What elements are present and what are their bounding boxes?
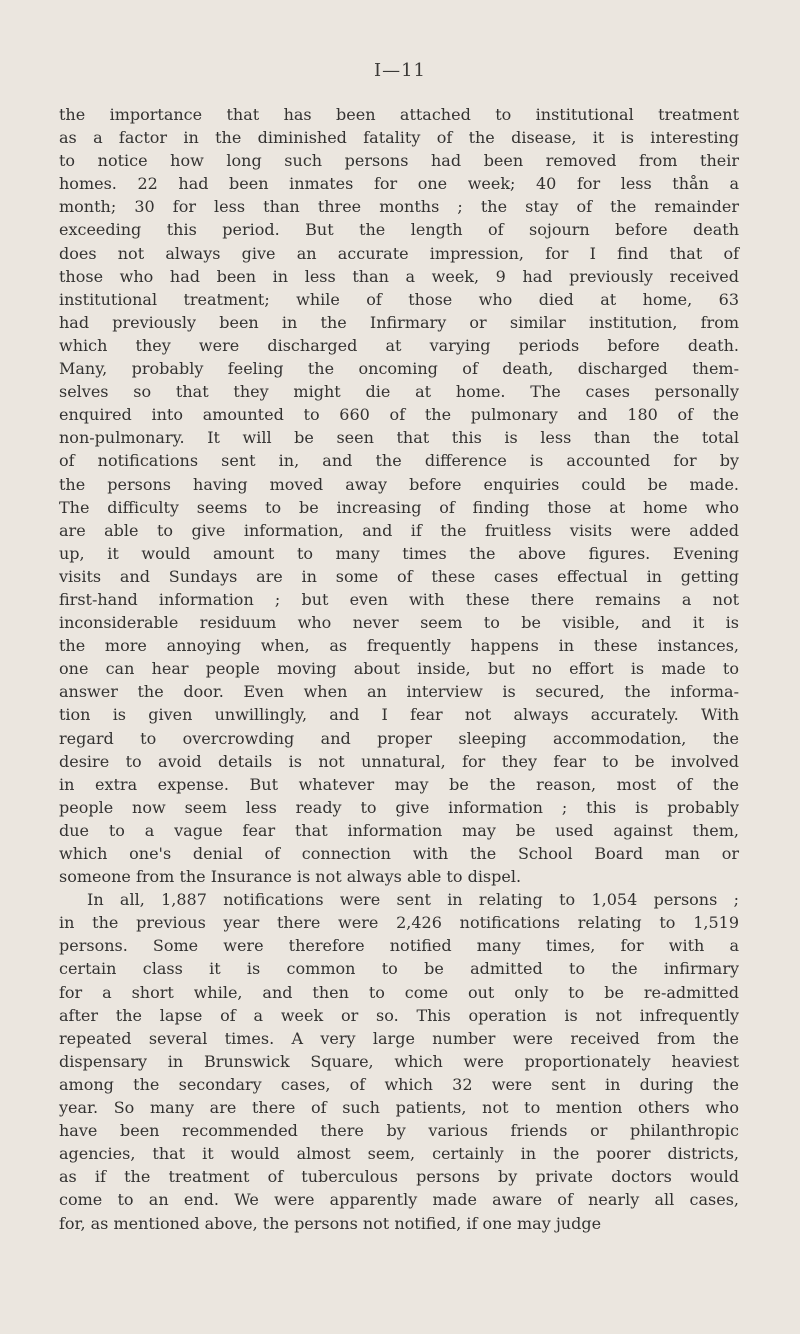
text-line: due to a vague fear that information may be used against them, bbox=[59, 820, 739, 840]
text-line: as if the treatment of tuberculous persons by private doctors would bbox=[59, 1167, 739, 1187]
text-line: come to an end. We were apparently made aware of nearly all cases, bbox=[59, 1190, 739, 1210]
text-line: the importance that has been attached to institutional treatment bbox=[59, 105, 739, 124]
body-text bbox=[59, 103, 739, 1235]
text-line: which one's denial of connection with the School Board man or bbox=[59, 844, 739, 863]
text-line: The difficulty seems to be increasing of finding those at home who bbox=[59, 497, 739, 517]
text-line: non-pulmonary. It will be seen that this is less than the total bbox=[59, 428, 739, 448]
paragraph bbox=[59, 103, 739, 888]
text-line: for a short while, and then to come out only to be re-admitted bbox=[59, 982, 739, 1002]
text-line: dispensary in Brunswick Square, which were proportionately heaviest bbox=[59, 1051, 739, 1071]
text-line: to notice how long such persons had been removed from their bbox=[59, 151, 739, 171]
text-line: In all, 1,887 notifications were sent in relating to 1,054 persons ; bbox=[87, 890, 739, 910]
text-line: does not always give an accurate impression, for I find that of bbox=[59, 243, 739, 263]
text-line: after the lapse of a week or so. This operation is not infrequently bbox=[59, 1005, 739, 1025]
page-number: I—11 bbox=[373, 60, 426, 81]
text-line: Many, probably feeling the oncoming of death, discharged them- bbox=[59, 359, 739, 379]
text-line: inconsiderable residuum who never seem to be visible, and it is bbox=[59, 613, 739, 633]
text-line: desire to avoid details is not unnatural, for they fear to be involved bbox=[59, 751, 739, 771]
text-line: certain class it is common to be admitted to the infirmary bbox=[59, 959, 739, 979]
text-line: agencies, that it would almost seem, certainly in the poorer districts, bbox=[59, 1144, 739, 1164]
text-line: for, as mentioned above, the persons not notified, if one may judge bbox=[59, 1213, 602, 1233]
text-line: someone from the Insurance is not always able to dispel. bbox=[59, 867, 522, 887]
text-line: of notifications sent in, and the difference is accounted for by bbox=[59, 451, 739, 471]
text-line: the persons having moved away before enquiries could be made. bbox=[59, 474, 739, 494]
text-line: have been recommended there by various friends or philanthropic bbox=[59, 1121, 739, 1141]
text-line: selves so that they might die at home. The cases personally bbox=[59, 382, 739, 402]
text-line: exceeding this period. But the length of sojourn before death bbox=[59, 220, 739, 240]
text-line: enquired into amounted to 660 of the pulmonary and 180 of the bbox=[59, 405, 739, 425]
text-line: up, it would amount to many times the above figures. Evening bbox=[59, 543, 739, 563]
text-line: are able to give information, and if the fruitless visits were added bbox=[59, 520, 739, 540]
paragraph bbox=[59, 888, 739, 1234]
text-line: month; 30 for less than three months ; the stay of the remainder bbox=[59, 197, 739, 217]
text-line: as a factor in the diminished fatality of the disease, it is interesting bbox=[59, 128, 739, 148]
text-line: the more annoying when, as frequently happens in these instances, bbox=[59, 636, 739, 656]
text-line: tion is given unwillingly, and I fear not always accurately. With bbox=[59, 705, 739, 725]
text-line: visits and Sundays are in some of these cases effectual in getting bbox=[59, 566, 739, 586]
text-line: which they were discharged at varying periods before death. bbox=[59, 335, 739, 355]
text-line: in the previous year there were 2,426 notifications relating to 1,519 bbox=[59, 913, 739, 933]
text-line: among the secondary cases, of which 32 were sent in during the bbox=[59, 1074, 739, 1094]
text-line: repeated several times. A very large number were received from the bbox=[59, 1028, 739, 1048]
text-line: those who had been in less than a week, 9 had previously received bbox=[59, 266, 739, 286]
text-line: had previously been in the Infirmary or similar institution, from bbox=[59, 312, 739, 332]
text-line: people now seem less ready to give information ; this is probably bbox=[59, 797, 739, 817]
text-line: answer the door. Even when an interview is secured, the informa- bbox=[59, 682, 739, 702]
text-line: persons. Some were therefore notified many times, for with a bbox=[59, 936, 739, 956]
text-line: homes. 22 had been inmates for one week; 40 for less thån a bbox=[59, 174, 739, 194]
text-line: year. So many are there of such patients, not to mention others who bbox=[59, 1098, 739, 1118]
text-line: regard to overcrowding and proper sleeping accommodation, the bbox=[59, 728, 739, 748]
text-line: institutional treatment; while of those who died at home, 63 bbox=[59, 289, 739, 309]
text-line: one can hear people moving about inside, but no effort is made to bbox=[59, 659, 739, 679]
text-line: in extra expense. But whatever may be the reason, most of the bbox=[59, 774, 739, 794]
text-line: first-hand information ; but even with these there remains a not bbox=[59, 589, 739, 609]
